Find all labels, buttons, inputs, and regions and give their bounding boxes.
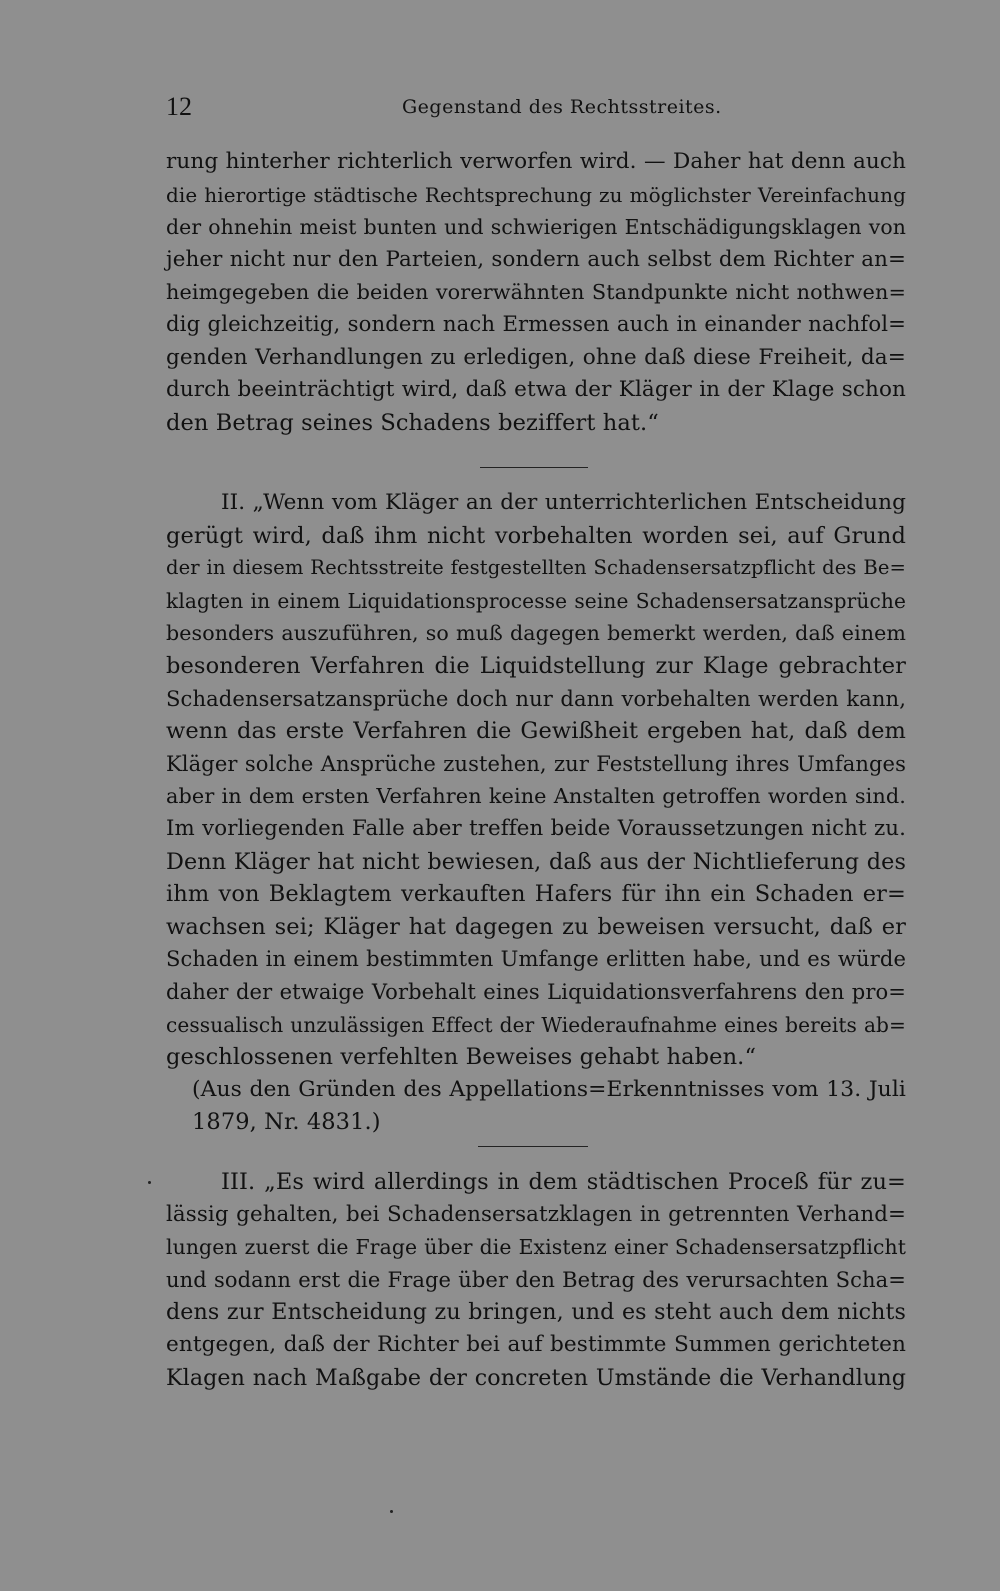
- text-line: die hierortige städtische Rechtsprechung zu möglichster Vereinfachung: [166, 182, 906, 207]
- text-line: Denn Kläger hat nicht bewiesen, daß aus der Nichtlieferung des: [166, 848, 906, 875]
- text-line: dig gleichzeitig, sondern nach Ermessen auch in einander nachfol=: [166, 311, 906, 337]
- running-title: Gegenstand des Rechtsstreites.: [402, 96, 722, 118]
- text-line: Schadensersatzansprüche doch nur dann vorbehalten werden kann,: [166, 685, 906, 711]
- page-header: [166, 92, 906, 128]
- section-heading-line: III. „Es wird allerdings in dem städtischen Proceß für zu=: [221, 1169, 906, 1195]
- paragraph-continuation: [166, 146, 906, 439]
- text-line: jeher nicht nur den Parteien, sondern auch selbst dem Richter an=: [166, 246, 906, 272]
- text-line: geschlossenen verfehlten Beweises gehabt haben.“: [166, 1044, 757, 1071]
- text-line: wachsen sei; Kläger hat dagegen zu beweisen versucht, daß er: [166, 913, 906, 940]
- text-line: der in diesem Rechtsstreite festgestellten Schadensersatzpflicht des Be=: [166, 556, 906, 580]
- citation-line: (Aus den Gründen des Appellations=Erkenntnisses vom 13. Juli: [192, 1076, 906, 1102]
- text-line: Schaden in einem bestimmten Umfange erlitten habe, und es würde: [166, 946, 906, 972]
- section-divider: [478, 1146, 588, 1147]
- text-line: daher der etwaige Vorbehalt eines Liquidationsverfahrens den pro=: [166, 978, 906, 1004]
- text-line: besonderen Verfahren die Liquidstellung zur Klage gebrachter: [166, 652, 906, 679]
- text-line: gerügt wird, daß ihm nicht vorbehalten worden sei, auf Grund: [166, 522, 906, 549]
- section-divider: [480, 467, 588, 468]
- text-line: dens zur Entscheidung zu bringen, und es steht auch dem nichts: [166, 1299, 906, 1326]
- text-line: ihm von Beklagtem verkauften Hafers für ihn ein Schaden er=: [166, 881, 906, 908]
- text-line: den Betrag seines Schadens beziffert hat.“: [166, 409, 659, 436]
- section-heading-line: II. „Wenn vom Kläger an der unterrichterlichen Entscheidung: [221, 490, 906, 515]
- text-line: lungen zuerst die Frage über die Existenz einer Schadensersatzpflicht: [166, 1235, 906, 1260]
- citation-line: 1879, Nr. 4831.): [192, 1109, 381, 1136]
- page-number: 12: [166, 92, 192, 121]
- text-line: Im vorliegenden Falle aber treffen beide Voraussetzungen nicht zu.: [166, 815, 906, 841]
- text-line: entgegen, daß der Richter bei auf bestimmte Summen gerichteten: [166, 1331, 906, 1357]
- text-line: und sodann erst die Frage über den Betrag des verursachten Scha=: [166, 1266, 906, 1292]
- text-line: klagten in einem Liquidationsprocesse seine Schadensersatzansprüche: [166, 588, 906, 613]
- paper-speck: [148, 1181, 151, 1184]
- text-line: heimgegeben die beiden vorerwähnten Standpunkte nicht nothwen=: [166, 280, 906, 305]
- text-line: lässig gehalten, bei Schadensersatzklagen in getrennten Verhand=: [166, 1201, 906, 1227]
- text-line: durch beeinträchtigt wird, daß etwa der Kläger in der Klage schon: [166, 377, 906, 403]
- section-iii: [166, 1166, 906, 1394]
- text-line: genden Verhandlungen zu erledigen, ohne daß diese Freiheit, da=: [166, 344, 906, 370]
- text-line: rung hinterher richterlich verworfen wird. — Daher hat denn auch: [166, 149, 906, 174]
- paper-speck: [390, 1510, 393, 1513]
- text-line: Kläger solche Ansprüche zustehen, zur Feststellung ihres Umfanges: [166, 750, 906, 776]
- text-line: wenn das erste Verfahren die Gewißheit ergeben hat, daß dem: [166, 718, 906, 745]
- text-line: der ohnehin meist bunten und schwierigen Entschädigungsklagen von: [166, 215, 906, 240]
- text-line: cessualisch unzulässigen Effect der Wiederaufnahme eines bereits ab=: [166, 1012, 906, 1037]
- text-line: aber in dem ersten Verfahren keine Anstalten getroffen worden sind.: [166, 784, 906, 809]
- text-line: besonders auszuführen, so muß dagegen bemerkt werden, daß einem: [166, 621, 906, 646]
- text-line: Klagen nach Maßgabe der concreten Umstände die Verhandlung: [166, 1364, 906, 1391]
- section-ii: [166, 487, 906, 1139]
